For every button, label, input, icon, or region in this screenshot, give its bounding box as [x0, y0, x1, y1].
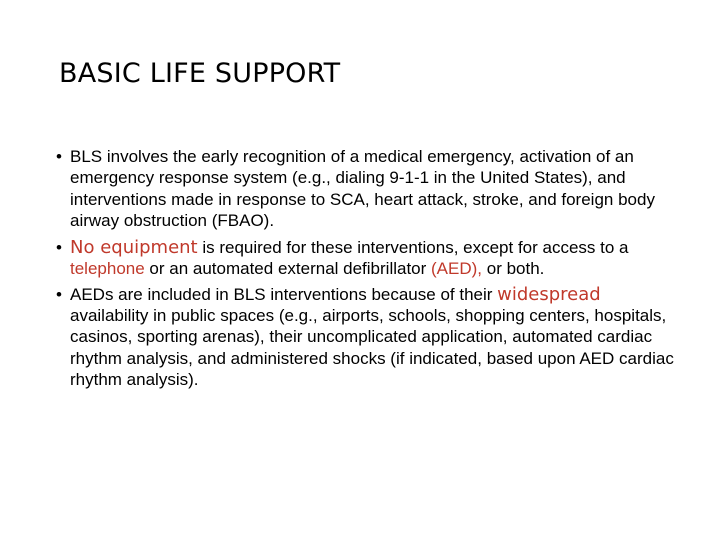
- emphasis-no-equipment: No equipment: [70, 237, 198, 259]
- bullet-dot: •: [56, 284, 62, 304]
- bullet-item-aeds: [56, 284, 676, 390]
- slide-title: BASIC LIFE SUPPORT: [59, 58, 341, 89]
- bullet-text: is required for these interventions, except for access to a: [197, 238, 629, 258]
- emphasis-widespread: widespread: [497, 283, 601, 305]
- bullet-item-no-equipment: [56, 237, 676, 280]
- bullet-text: availability in public spaces (e.g., airports, schools, shopping centers, hospitals, casinos, sporting arenas), their uncomplicated application, automated cardiac rhythm analysis, and administered shocks (if indicated, based upon AED cardiac rhythm analysis).: [70, 306, 674, 389]
- bullet-list: [56, 146, 676, 390]
- highlight-telephone: telephone: [70, 259, 145, 279]
- highlight-aed: (AED),: [431, 259, 483, 279]
- bullet-text: BLS involves the early recognition of a medical emergency, activation of an emergency response system (e.g., dialing 9-1-1 in the United States), and interventions made in response to SCA, heart attack, stroke, and foreign body airway obstruction (FBAO).: [70, 147, 655, 230]
- bullet-dot: •: [56, 238, 62, 258]
- bullet-text: or an automated external defibrillator: [144, 259, 432, 279]
- bullet-text: AEDs are included in BLS interventions because of their: [70, 284, 498, 304]
- bullet-dot: •: [56, 147, 62, 166]
- bullet-item-bls-definition: [56, 146, 676, 231]
- bullet-text: or both.: [482, 259, 545, 279]
